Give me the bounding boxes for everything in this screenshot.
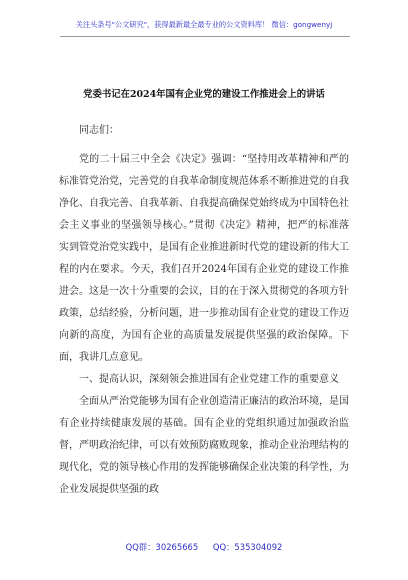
salutation: 同志们： <box>79 125 119 136</box>
document-body <box>59 120 349 501</box>
document-title: 党委书记在2024年国有企业党的建设工作推进会上的讲话 <box>83 89 325 100</box>
section-heading-1: 一、提高认识，深刻领会推进国有企业党建工作的重要意义 <box>79 374 339 385</box>
footer-qq[interactable]: QQ：535304092 <box>212 542 283 552</box>
footer-qq-group[interactable]: QQ群：30265665 <box>125 542 199 552</box>
header-banner[interactable]: 关注头条号"公文研究"，获得最新最全最专业的公文资料库！ 微信：gongwenyj <box>75 20 333 29</box>
paragraph-intro: 党的二十届三中全会《决定》强调：“坚持用改革精神和严的标准管党治党，完善党的自我革命制度规范体系不断推进党的自我净化、自我完善、自我革新、自我提高确保党始终成为中国特色社会主义事业的坚强领导核心。”贯彻《决定》精神，把严的标准落实到管党治党实践中，是国有企业推进新时代党的建设新的伟大工程的内在要求。今天，我们召开2024年国有企业党的建设工作推进会。这是一次十分重要的会议，目的在于深入贯彻党的各项方针政策，总结经验，分析问题，进一步推动国有企业党的建设工作迈向新的高度，为国有企业的高质量发展提供坚强的政治保障。下面，我讲几点意见。 <box>59 154 349 363</box>
header-divider <box>60 36 350 37</box>
paragraph-section-1: 全面从严治党能够为国有企业创造清正廉洁的政治环境，是国有企业持续健康发展的基础。国有企业的党组织通过加强政治监督，严明政治纪律，可以有效预防腐败现象，推动企业治理结构的现代化，党的领导核心作用的发挥能够确保企业决策的科学性，为企业发展提供坚强的政 <box>59 396 349 495</box>
footer-contact <box>0 541 408 553</box>
